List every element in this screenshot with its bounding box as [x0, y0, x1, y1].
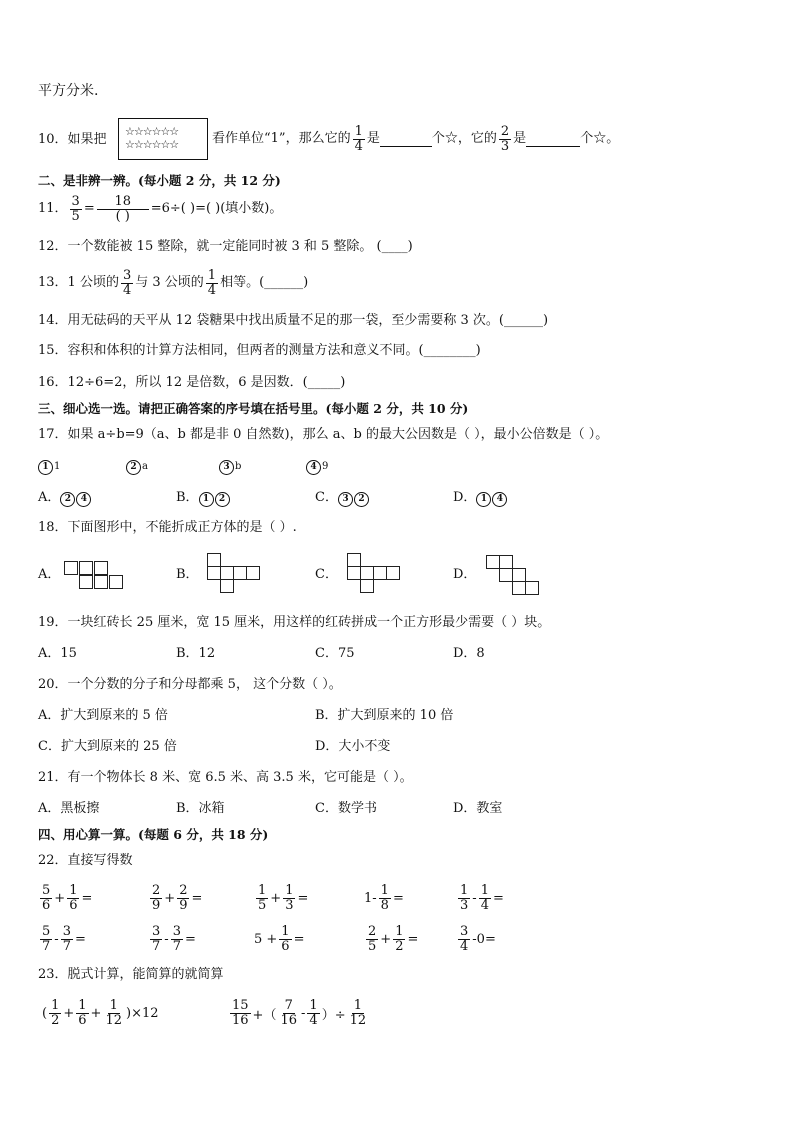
q11 [38, 192, 282, 226]
fraction: $\frac{3}{5}$ [71, 193, 80, 224]
q11-rest: =6÷( )=( )(填小数)。 [150, 201, 283, 216]
cube-net-a[interactable] [64, 561, 128, 591]
cube-net-c[interactable] [347, 553, 403, 593]
q13 [38, 265, 308, 301]
q13-c: 相等。(______) [220, 275, 309, 290]
cube-net-d[interactable] [486, 555, 536, 595]
q10-end: 个☆。 [580, 131, 620, 146]
q21-stem: 21．有一个物体长 8 米、宽 6.5 米、高 3.5 米，它可能是（ ）。 [38, 770, 413, 785]
q12: 12．一个数能被 15 整除，就一定能同时被 3 和 5 整除。 (____) [38, 239, 413, 254]
answer-blank[interactable] [380, 132, 432, 147]
equals: = [83, 201, 95, 216]
answer-blank[interactable] [526, 132, 580, 147]
mental-math-item: $\frac{3}{7}$ - $\frac{3}{7}$ = [152, 923, 196, 954]
q20-option-a[interactable]: A．扩大到原来的 5 倍 [38, 708, 168, 723]
fraction: $\frac{2}{3}$ [500, 123, 510, 154]
mental-math-item: 1- $\frac{1}{8}$ = [364, 882, 404, 913]
q19-option-d[interactable]: D．8 [453, 646, 485, 661]
q20-option-b[interactable]: B．扩大到原来的 10 倍 [315, 708, 454, 723]
section-3-heading: 三、细心选一选。请把正确答案的序号填在括号里。(每小题 2 分，共 10 分) [38, 401, 469, 416]
mental-math-item: $\frac{2}{5}$ + $\frac{1}{2}$ = [368, 923, 419, 954]
star-row: ☆☆☆☆☆☆ [125, 125, 179, 138]
q10-mid1: 看作单位“1”，那么它的 [212, 131, 351, 146]
q19-option-c[interactable]: C．75 [315, 646, 355, 661]
q10-mid3: 个☆，它的 [431, 131, 497, 146]
q15: 15．容积和体积的计算方法相同，但两者的测量方法和意义不同。(________) [38, 343, 481, 358]
q17-option-b[interactable]: B． 1 2 [176, 489, 231, 507]
star-box [118, 118, 208, 160]
q16: 16．12÷6=2，所以 12 是倍数，6 是因数．(_____) [38, 375, 346, 390]
q17-item: 4 9 [306, 457, 328, 476]
mental-math-item: 5 + $\frac{1}{6}$ = [254, 923, 305, 954]
q21-option-a[interactable]: A．黑板擦 [38, 801, 100, 816]
q18-label-d[interactable]: D． [453, 567, 477, 582]
q22-stem: 22．直接写得数 [38, 853, 133, 868]
q10-mid2: 是 [366, 131, 380, 146]
q13-a: 13．1 公顷的 [38, 275, 119, 290]
fraction: $\frac{1}{4}$ [354, 123, 363, 154]
q19-stem: 19．一块红砖长 25 厘米，宽 15 厘米，用这样的红砖拼成一个正方形最少需要（ ）块。 [38, 615, 551, 630]
q21-option-b[interactable]: B．冰箱 [176, 801, 225, 816]
q17-option-d[interactable]: D． 1 4 [453, 489, 508, 507]
q23-stem: 23．脱式计算，能简算的就简算 [38, 967, 224, 982]
mental-math-item: $\frac{1}{5}$ + $\frac{1}{3}$ = [258, 882, 309, 913]
mental-math-item: $\frac{1}{3}$ - $\frac{1}{4}$ = [460, 882, 504, 913]
q17-item: 3 b [219, 457, 241, 476]
q10-mid4: 是 [513, 131, 527, 146]
circled-number: 2 [126, 460, 141, 475]
q21-option-c[interactable]: C．数学书 [315, 801, 377, 816]
q11-label: 11． [38, 201, 68, 216]
q19-option-b[interactable]: B．12 [176, 646, 216, 661]
q19-option-a[interactable]: A．15 [38, 646, 77, 661]
circled-number: 4 [306, 460, 321, 475]
section-4-heading: 四、用心算一算。(每题 6 分，共 18 分) [38, 827, 269, 842]
mental-math-item: $\frac{5}{6}$ + $\frac{1}{6}$ = [42, 882, 93, 913]
q17-item: 1 1 [38, 457, 60, 476]
q18-label-b[interactable]: B． [176, 567, 199, 582]
q17-stem: 17．如果 a÷b=9（a、b 都是非 0 自然数)，那么 a、b 的最大公因数是（ ），最小公倍数是（ ）。 [38, 427, 609, 442]
q14: 14．用无砝码的天平从 12 袋糖果中找出质量不足的那一袋，至少需要称 3 次。(______) [38, 313, 549, 328]
q17-item: 2 a [126, 457, 148, 476]
q17-option-a[interactable]: A． 2 4 [38, 489, 92, 507]
q9-tail: 平方分米. [38, 83, 99, 99]
q18-label-c[interactable]: C． [315, 567, 338, 582]
q21-option-d[interactable]: D．教室 [453, 801, 503, 816]
q23-expression-1: ( $\frac{1}{2}$ + $\frac{1}{6}$ + $\frac{1}{12}$ )×12 [42, 997, 159, 1028]
mental-math-item: $\frac{2}{9}$ + $\frac{2}{9}$ = [152, 882, 203, 913]
q10-text [212, 122, 619, 156]
circled-number: 3 [219, 460, 234, 475]
mental-math-item: $\frac{3}{4}$ -0= [460, 923, 496, 954]
q18-stem: 18．下面图形中，不能折成正方体的是（ ）. [38, 520, 297, 535]
q10-prefix: 10．如果把 [38, 132, 107, 147]
q20-option-c[interactable]: C．扩大到原来的 25 倍 [38, 739, 177, 754]
q18-label-a[interactable]: A． [38, 567, 61, 582]
mental-math-item: $\frac{5}{7}$ - $\frac{3}{7}$ = [42, 923, 86, 954]
star-row: ☆☆☆☆☆☆ [125, 138, 179, 151]
q13-b: 与 3 公顷的 [135, 275, 204, 290]
q20-option-d[interactable]: D．大小不变 [315, 739, 391, 754]
cube-net-b[interactable] [207, 553, 263, 583]
circled-number: 1 [38, 460, 53, 475]
fraction: $\frac{1}{4}$ [207, 267, 217, 298]
fraction: $\frac{18}{( )}$ [97, 195, 149, 224]
q17-option-c[interactable]: C． 3 2 [315, 489, 370, 507]
q23-expression-2: $\frac{15}{16}$ +（ $\frac{7}{16}$ - $\frac{1}{4}$ ）÷ $\frac{1}{12}$ [232, 997, 367, 1028]
q20-stem: 20．一个分数的分子和分母都乘 5， 这个分数（ ）。 [38, 677, 342, 692]
fraction: $\frac{3}{4}$ [122, 267, 132, 298]
section-2-heading: 二、是非辨一辨。(每小题 2 分，共 12 分) [38, 173, 281, 188]
